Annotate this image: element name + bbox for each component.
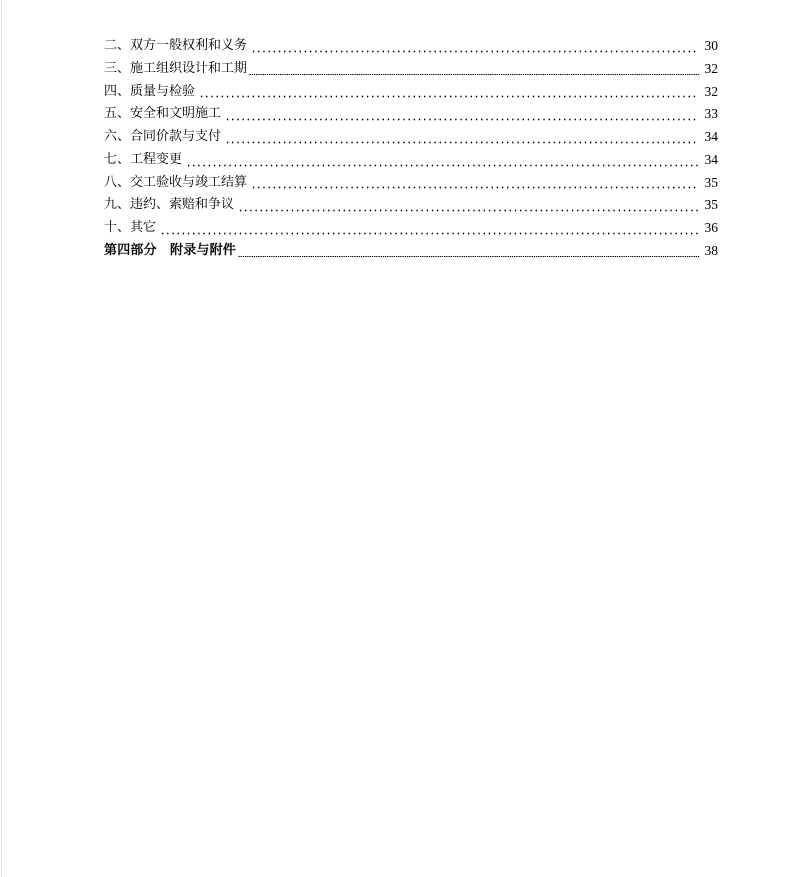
toc-entry-contract-price[interactable]	[104, 126, 718, 149]
dot-leader	[160, 223, 698, 235]
toc-entry-page-number: 34	[704, 129, 718, 144]
toc-entry-label: 四、质量与检验	[104, 83, 196, 99]
toc-entry-page-number: 32	[704, 83, 718, 99]
toc-entry-other[interactable]	[104, 217, 718, 240]
dot-leader	[238, 246, 700, 258]
page-edge	[1, 0, 2, 877]
table-of-contents	[104, 35, 718, 263]
toc-entry-construction-schedule[interactable]	[104, 58, 718, 81]
toc-entry-page-number: 33	[704, 106, 718, 122]
toc-entry-page-number: 30	[704, 38, 718, 53]
toc-entry-page-number: 32	[704, 60, 718, 76]
toc-entry-label: 五、安全和文明施工	[104, 106, 222, 122]
toc-entry-part-four-appendix[interactable]	[104, 240, 718, 263]
toc-entry-label: 六、合同价款与支付	[104, 129, 222, 144]
dot-leader	[249, 64, 700, 76]
toc-entry-label: 八、交工验收与竣工结算	[104, 174, 248, 190]
toc-entry-label: 第四部分 附录与附件	[104, 242, 237, 258]
dot-leader	[225, 109, 698, 121]
toc-entry-page-number: 34	[704, 151, 718, 167]
toc-entry-safety[interactable]	[104, 103, 718, 126]
toc-entry-label: 十、其它	[104, 220, 157, 235]
toc-entry-label: 三、施工组织设计和工期	[104, 60, 248, 76]
toc-entry-rights-obligations[interactable]	[104, 35, 718, 58]
dot-leader	[251, 41, 698, 53]
toc-entry-label: 九、违约、索赔和争议	[104, 197, 235, 213]
toc-entry-breach-claims[interactable]	[104, 194, 718, 217]
dot-leader	[251, 177, 698, 189]
toc-entry-label: 二、双方一般权利和义务	[104, 38, 248, 53]
toc-entry-acceptance-settlement[interactable]	[104, 172, 718, 195]
toc-entry-page-number: 38	[704, 242, 718, 258]
toc-entry-page-number: 35	[704, 174, 718, 190]
dot-leader	[225, 132, 698, 144]
toc-entry-page-number: 36	[704, 220, 718, 235]
dot-leader	[199, 86, 698, 98]
dot-leader	[186, 155, 698, 167]
dot-leader	[238, 200, 698, 212]
toc-entry-page-number: 35	[704, 197, 718, 213]
toc-entry-engineering-change[interactable]	[104, 149, 718, 172]
toc-entry-quality-inspection[interactable]	[104, 81, 718, 104]
toc-entry-label: 七、工程变更	[104, 151, 183, 167]
